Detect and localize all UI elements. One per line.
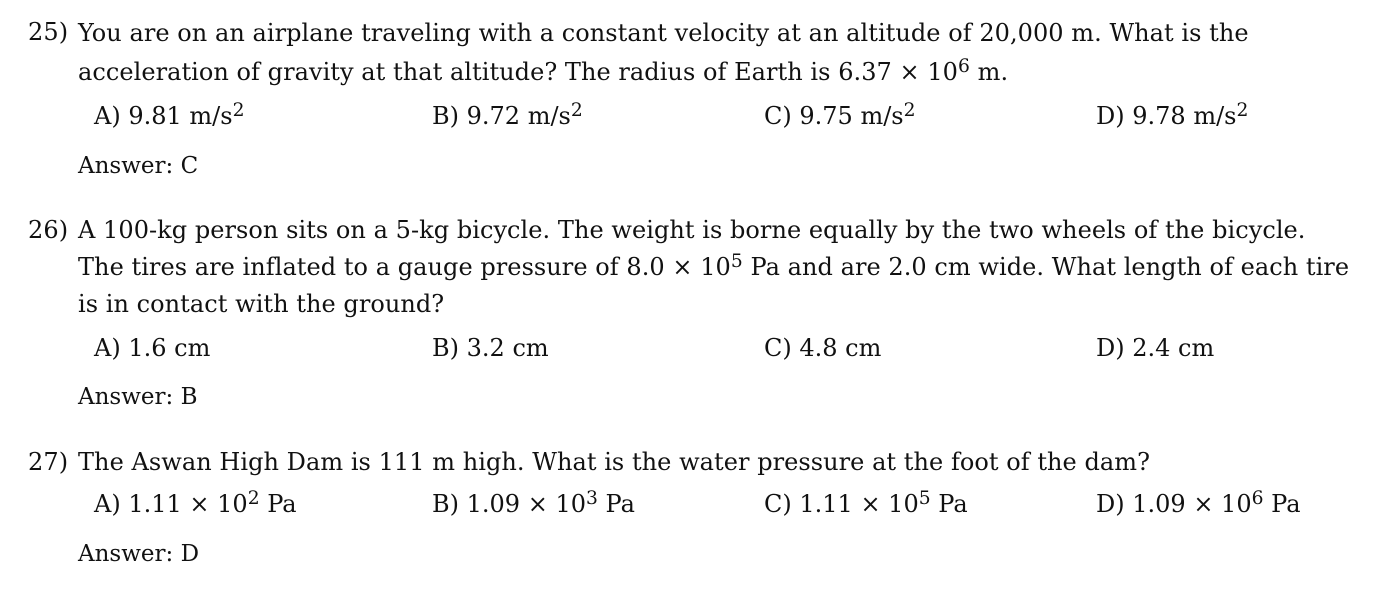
option-exponent: 3 [585, 488, 598, 510]
stem-text: A 100-kg person sits on a 5-kg bicycle. The weight is borne equally by the two wheels of the bicycle. The tires are inflated to a gauge pressure of 8.0 × 10 [78, 216, 1306, 281]
option-c [764, 98, 916, 134]
option-exponent: 2 [232, 100, 245, 122]
options-row [0, 98, 1378, 134]
option-label: A) [94, 102, 121, 130]
option-label: B) [432, 490, 459, 518]
option-exponent: 2 [570, 100, 583, 122]
option-c [764, 330, 881, 366]
option-label: D) [1096, 490, 1125, 518]
option-text: 4.8 cm [799, 334, 882, 362]
option-text: 9.72 m/s [466, 102, 571, 130]
option-d [1096, 98, 1248, 134]
option-exponent: 5 [918, 488, 931, 510]
option-text: 1.11 × 10 [799, 490, 919, 518]
option-text: 1.09 × 10 [466, 490, 586, 518]
option-label: B) [432, 334, 459, 362]
option-label: D) [1096, 102, 1125, 130]
answer-line: Answer: D [78, 541, 200, 567]
option-a [94, 98, 244, 134]
question-stem [78, 212, 1353, 323]
option-text: 3.2 cm [466, 334, 549, 362]
stem-text: The Aswan High Dam is 111 m high. What is the water pressure at the foot of the dam? [78, 448, 1150, 476]
option-b [432, 98, 583, 134]
option-text: 1.09 × 10 [1132, 490, 1252, 518]
stem-exponent: 5 [730, 251, 743, 273]
option-exponent: 2 [1236, 100, 1249, 122]
option-text: 9.78 m/s [1132, 102, 1237, 130]
answer-line: Answer: B [78, 384, 198, 410]
option-text: 1.11 × 10 [128, 490, 248, 518]
question-stem [78, 14, 1353, 92]
option-exponent: 6 [1251, 488, 1264, 510]
option-label: C) [764, 102, 792, 130]
question-number: 27) [28, 448, 69, 476]
stem-tail: m. [969, 58, 1009, 86]
option-text: 9.81 m/s [128, 102, 233, 130]
option-tail: Pa [597, 490, 635, 518]
option-label: C) [764, 490, 792, 518]
option-label: D) [1096, 334, 1125, 362]
question-stem [78, 444, 1353, 481]
option-label: A) [94, 490, 121, 518]
stem-exponent: 6 [958, 56, 970, 78]
option-text: 2.4 cm [1132, 334, 1215, 362]
option-b [432, 330, 549, 366]
stem-text: You are on an airplane traveling with a constant velocity at an altitude of 20,000 m. What is the acceleration of gravity at that altitude? The radius of Earth is 6.37 × 10 [78, 19, 1249, 86]
question-number: 26) [28, 216, 69, 244]
option-b [432, 486, 635, 522]
option-label: C) [764, 334, 792, 362]
option-text: 9.75 m/s [799, 102, 904, 130]
option-d [1096, 486, 1301, 522]
option-text: 1.6 cm [128, 334, 211, 362]
answer-line: Answer: C [78, 153, 199, 179]
options-row [0, 486, 1378, 522]
option-label: B) [432, 102, 459, 130]
question-number: 25) [28, 18, 69, 46]
option-exponent: 2 [247, 488, 260, 510]
option-tail: Pa [930, 490, 968, 518]
option-c [764, 486, 968, 522]
option-a [94, 486, 297, 522]
options-row [0, 330, 1378, 366]
option-d [1096, 330, 1214, 366]
option-label: A) [94, 334, 121, 362]
option-tail: Pa [1263, 490, 1301, 518]
option-exponent: 2 [903, 100, 916, 122]
option-a [94, 330, 210, 366]
option-tail: Pa [259, 490, 297, 518]
stem-tail: Pa and are 2.0 cm wide. What length of each tire is in contact with the ground? [78, 253, 1350, 318]
